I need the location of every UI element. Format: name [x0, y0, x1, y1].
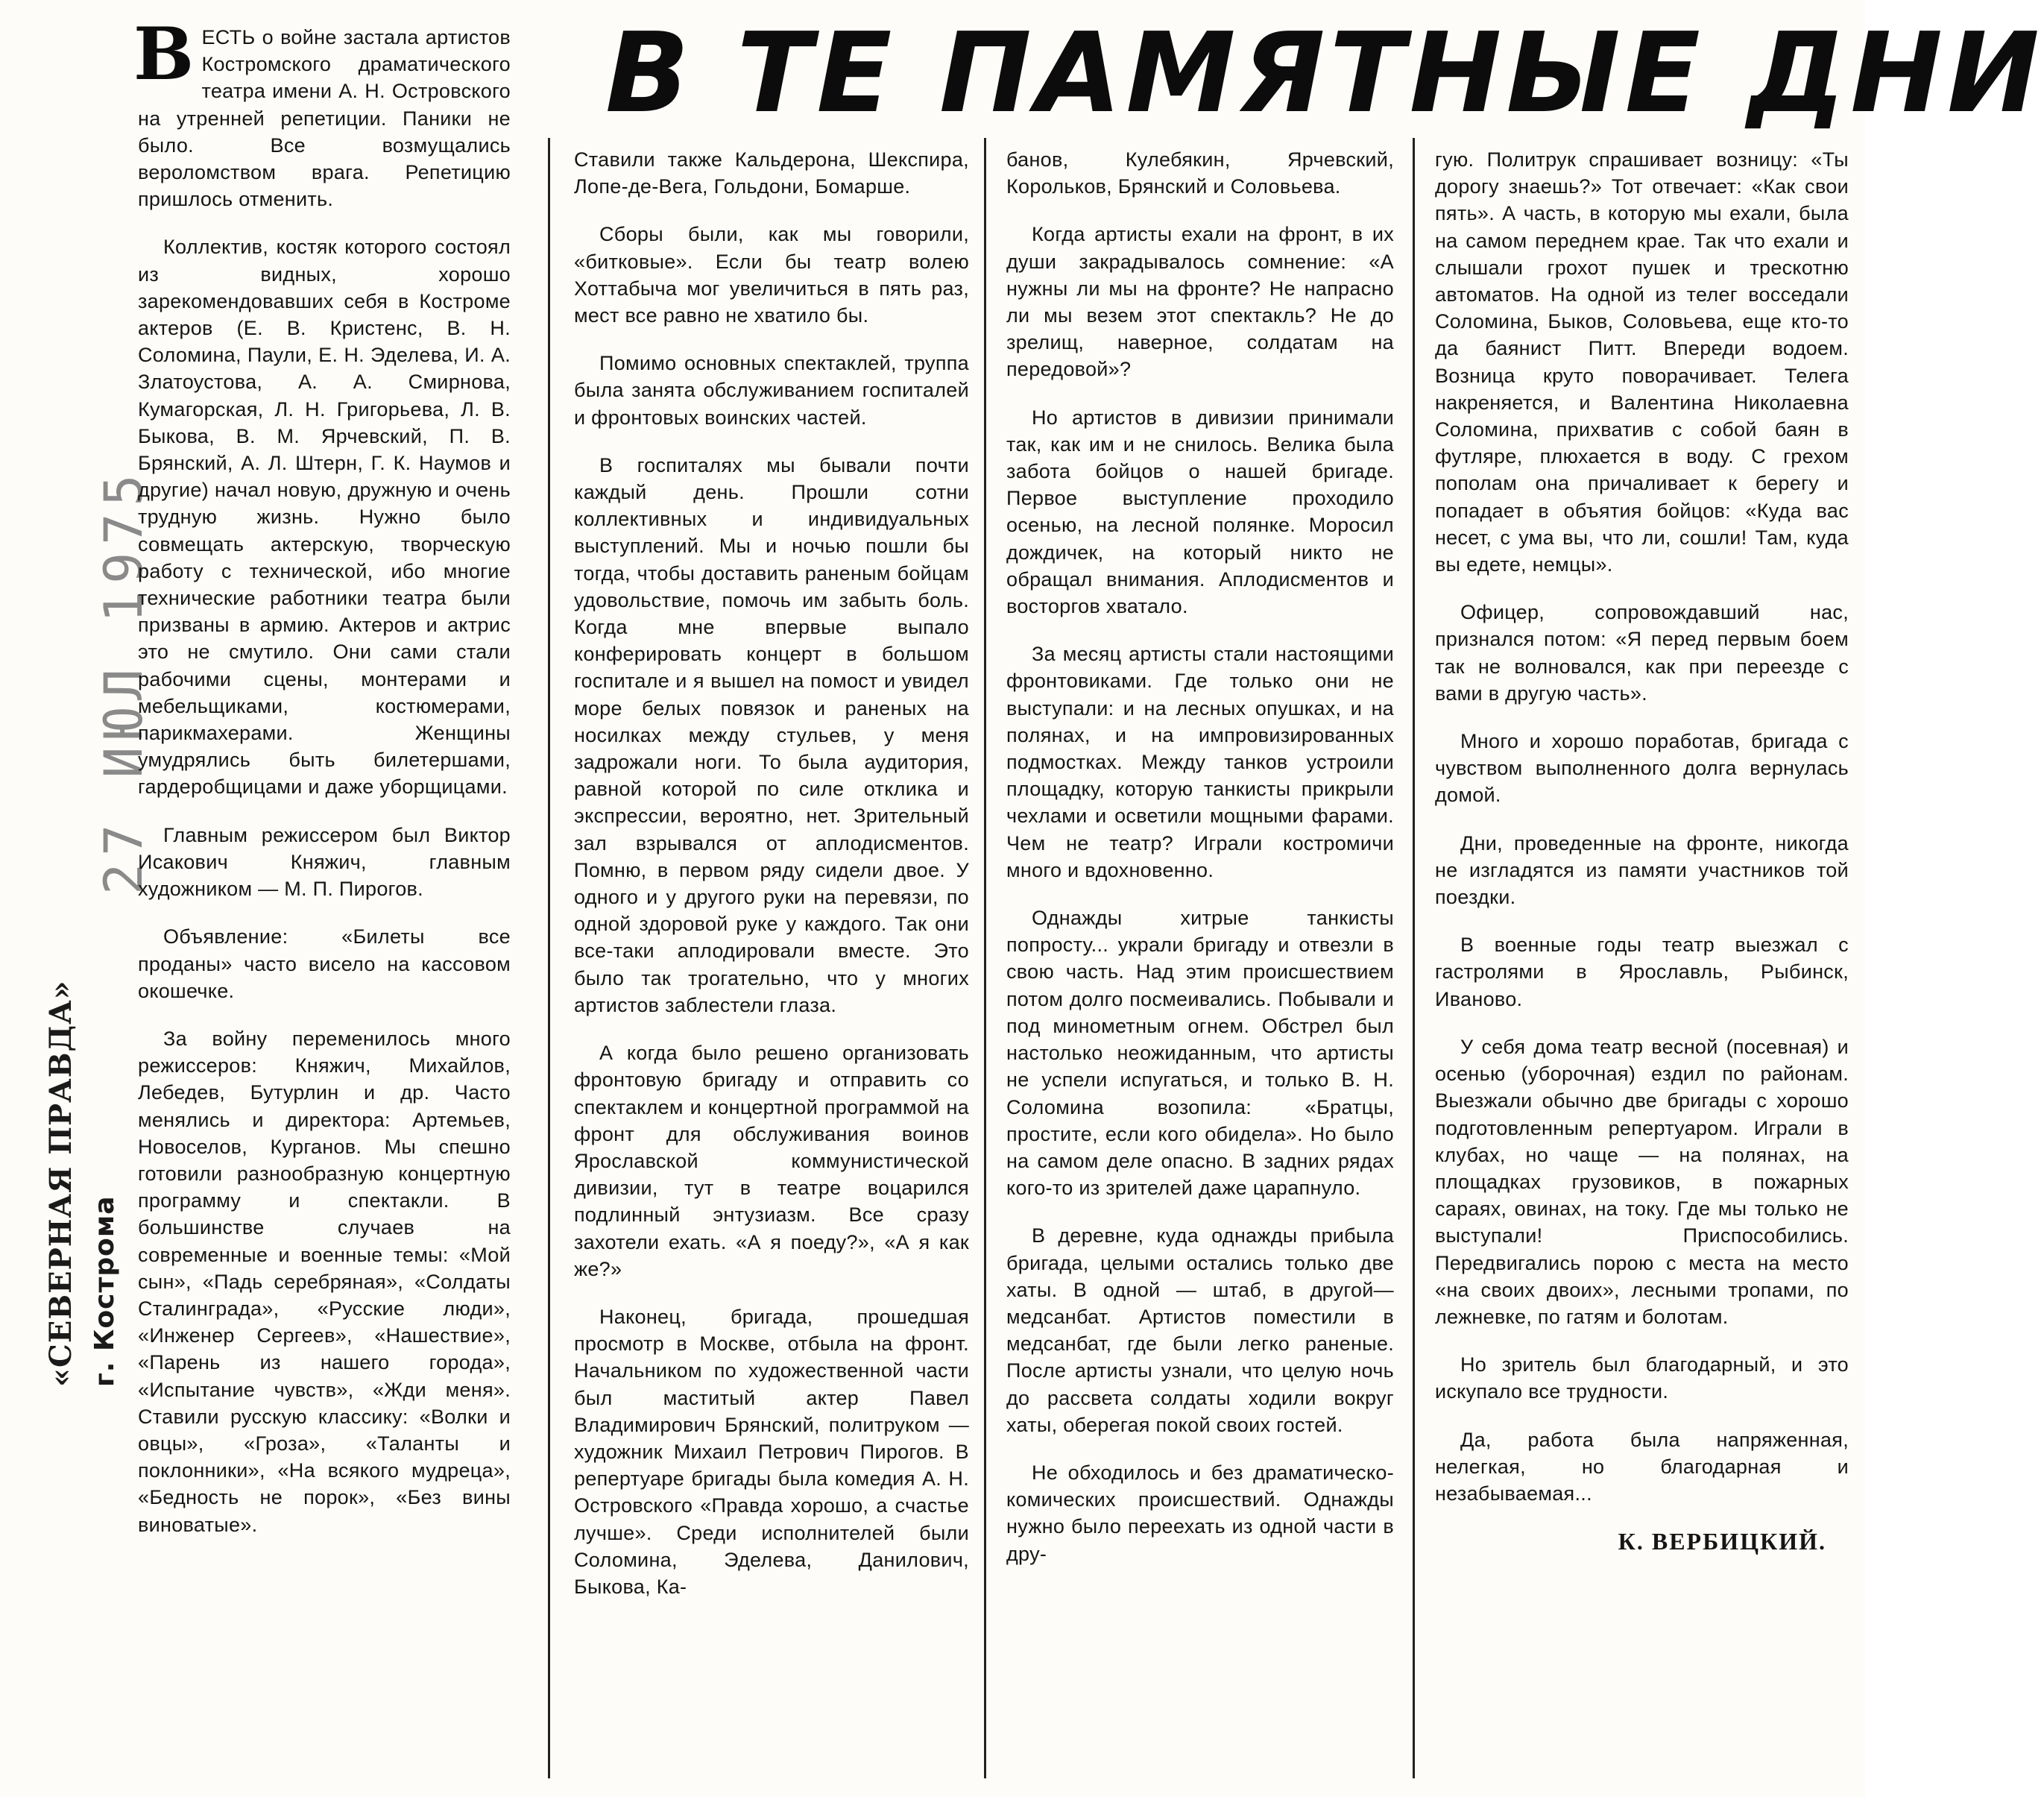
- article-column-2: [574, 146, 969, 1621]
- article-paragraph: гую. Политрук спрашивает возницу: «Ты дорогу знаешь?» Тот отвечает: «Как свои пять». А часть, в которую мы ехали, была на самом переднем крае. Так что ехали и слышали грохот пушек и трескотню автоматов. На одной из телег восседали Соломина, Быков, Соловьева, еще кто-то да баянист Питт. Впереди водоем. Возница круто поворачивает. Телега накреняется, и Валентина Николаевна Соломина, прихватив с собой баян в футляре, плюхается в воду. С грехом пополам она причаливает к берегу и попадает в объятия бойцов: «Куда вас несет, с ума вы, что ли, сошли! Там, куда вы едете, немцы».: [1435, 148, 1849, 576]
- article-paragraph: Сборы были, как мы говорили, «битковые». Если бы театр волею Хоттабыча мог увеличиться в пять раз, мест все равно не хватило бы.: [574, 223, 969, 327]
- article-headline: В ТЕ ПАМЯТНЫЕ ДНИ: [605, 9, 2044, 137]
- article-paragraph: У себя дома театр весной (посевная) и осенью (уборочная) ездил по районам. Выезжали обычно две бригады с хорошо подготовленным репертуаром. Играли в клубах, но чаще — на полянах, на площадках грузовиков, в пожарных сараях, овинах, на току. Где мы только не выступали! Приспособились. Передвигались порою с места на место «на своих двоих», лесными тропами, по лежневке, по гатям и болотам.: [1435, 1035, 1849, 1328]
- article-paragraph: Не обходилось и без драматическо-комических происшествий. Однажды нужно было переехать из одной части в дру-: [1006, 1461, 1394, 1565]
- drop-cap: В: [133, 12, 195, 96]
- article-paragraph: Да, работа была напряженная, нелегкая, но благодарная и незабываемая...: [1435, 1428, 1849, 1505]
- article-paragraph: Когда артисты ехали на фронт, в их души закрадывалось сомнение: «А нужны ли мы на фронте? Не напрасно ли мы везем этот спектакль? Не до зрелищ, наверное, солдатам на передовой»?: [1006, 223, 1394, 381]
- article-paragraph: Наконец, бригада, прошедшая просмотр в Москве, отбыла на фронт. Начальником по художественной части был маститый актер Павел Владимирович Брянский, политруком — художник Михаил Петрович Пирогов. В репертуаре бригады была комедия А. Н. Островского «Правда хорошо, а счастье лучше». Среди исполнителей были Соломина, Эделева, Данилович, Быкова, Ка-: [574, 1305, 969, 1598]
- article-column-1: [133, 12, 511, 1559]
- column-rule: [984, 138, 986, 1778]
- author-signature: К. ВЕРБИЦКИЙ.: [1618, 1528, 1826, 1555]
- newspaper-name: «СЕВЕРНАЯ ПРАВДА»: [43, 980, 78, 1387]
- article-paragraph: В деревне, куда однажды прибыла бригада, целыми остались только две хаты. В одной — штаб, в другой—медсанбат. Артистов поместили в медсанбат, где были легко раненые. После артисты узнали, что целую ночь до рассвета солдаты ходили вокруг хаты, оберегая покой своих гостей.: [1006, 1224, 1394, 1436]
- article-paragraph: Помимо основных спектаклей, труппа была занята обслуживанием госпиталей и фронтовых воинских частей.: [574, 352, 969, 429]
- article-paragraph: А когда было решено организовать фронтовую бригаду и отправить со спектаклем и концертной программой на фронт для обслуживания воинов Ярославской коммунистической дивизии, тут в театре воцарился подлинный энтузиазм. Все сразу захотели ехать. «А я поеду?», «А я как же?»: [574, 1042, 969, 1280]
- margin-strip: [37, 467, 154, 1529]
- article-paragraph: Однажды хитрые танкисты попросту... украли бригаду и отвезли в свою часть. Над этим происшествием потом долго посмеивались. Побывали и под минометным огнем. Обстрел был настолько неожиданным, что артисты не успели испугаться, и только В. Н. Соломина возопила: «Братцы, простите, если кого обидела». Но было на самом деле опасно. В задних рядах кого-то из зрителей даже царапнуло.: [1006, 907, 1394, 1200]
- article-paragraph: Главным режиссером был Виктор Исакович Княжич, главным художником — М. П. Пирогов.: [138, 823, 511, 901]
- article-paragraph: В военные годы театр выезжал с гастролями в Ярославль, Рыбинск, Иваново.: [1435, 934, 1849, 1010]
- article-paragraph: Много и хорошо поработав, бригада с чувством выполненного долга вернулась домой.: [1435, 730, 1849, 807]
- article-paragraph: За месяц артисты стали настоящими фронтовиками. Где только они не выступали: и на лесных опушках, и на полянах, и на импровизированных подмостках. Между танков устроили площадку, которую танкисты прикрыли чехлами и осветили мощными фарами. Чем не театр? Играли костромичи много и вдохновенно.: [1006, 643, 1394, 881]
- date-stamp: 27 ИЮЛ 1975: [93, 467, 154, 895]
- article-paragraph: Объявление: «Билеты все проданы» часто висело на кассовом окошечке.: [138, 925, 511, 1002]
- article-paragraph: [133, 12, 511, 213]
- article-paragraph: Ставили также Кальдерона, Шекспира, Лопе-де-Вега, Гольдони, Бомарше.: [574, 148, 969, 198]
- article-paragraph: Коллектив, костяк которого состоял из видных, хорошо зарекомендовавших себя в Костроме актеров (Е. В. Кристенс, В. Н. Соломина, Паули, Е. Н. Эделева, И. А. Златоустова, А. А. Смирнова, Кумагорская, Л. Н. Григорьева, Л. В. Быкова, В. М. Ярчевский, П. В. Брянский, А. Л. Штерн, Г. К. Наумов и другие) начал новую, дружную и очень трудную жизнь. Нужно было совмещать актерскую, творческую работу с технической, ибо многие технические работники театра были призваны в армию. Актеров и актрис это не смутило. Они сами стали рабочими сцены, монтерами и мебельщиками, костюмерами, парикмахерами. Женщины умудрялись быть билетершами, гардеробщицами и даже уборщицами.: [138, 236, 511, 799]
- article-paragraph: Но зритель был благодарный, и это искупало все трудности.: [1435, 1353, 1849, 1403]
- column-rule: [548, 138, 550, 1778]
- article-paragraph: Офицер, сопровождавший нас, признался потом: «Я перед первым боем так не волновался, как при переезде с вами в другую часть».: [1435, 601, 1849, 705]
- article-paragraph: Но артистов в дивизии принимали так, как им и не снилось. Велика была забота бойцов о нашей бригаде. Первое выступление проходило осенью, на лесной полянке. Моросил дождичек, на который никто не обращал внимания. Аплодисментов и восторгов хватало.: [1006, 406, 1394, 618]
- article-paragraph: В госпиталях мы бывали почти каждый день. Прошли сотни коллективных и индивидуальных выступлений. Мы и ночью пошли бы тогда, чтобы доставить раненым бойцам удовольствие, помочь им забыть боль. Когда мне впервые выпало конферировать концерт в большом госпитале и я вышел на помост и увидел море белых повязок и раненых на носилках между стульев, у меня задрожали ноги. То была аудитория, равной которой по силе отклика и экспрессии, вероятно, нет. Зрительный зал взрывался от аплодисментов. Помню, в первом ряду сидели двое. У одного и у другого руки на перевязи, по одной здоровой руке у каждого. Так они все-таки аплодировали вместе. Это было так трогательно, что у многих артистов заблестели глаза.: [574, 453, 969, 1016]
- city-label: г. Кострома: [89, 1195, 120, 1387]
- article-column-4: [1435, 146, 1849, 1555]
- article-paragraph: Дни, проведенные на фронте, никогда не изгладятся из памяти участников той поездки.: [1435, 831, 1849, 909]
- column-rule: [1413, 138, 1415, 1778]
- article-column-3: [1006, 146, 1394, 1588]
- article-paragraph: За войну переменилось много режиссеров: Княжич, Михайлов, Лебедев, Бутурлин и др. Часто менялись и директора: Артемьев, Новоселов, Курганов. Мы спешно готовили разнообразную концертную программу и спектакли. В большинстве случаев на современные и военные темы: «Мой сын», «Падь серебряная», «Солдаты Сталинграда», «Русские люди», «Инженер Сергеев», «Нашествие», «Парень из нашего города», «Испытание чувств», «Жди меня». Ставили русскую классику: «Волки и овцы», «Гроза», «Таланты и поклонники», «На всякого мудреца», «Бедность не порок», «Без вины виноватые».: [138, 1027, 511, 1536]
- paragraph-text: ЕСТЬ о войне застала артистов Костромского драматического театра имени А. Н. Островского на утренней репетиции. Паники не было. Все возмущались вероломством врага. Репетицию пришлось отменить.: [138, 26, 511, 211]
- article-paragraph: банов, Кулебякин, Ярчевский, Корольков, Брянский и Соловьева.: [1006, 148, 1394, 198]
